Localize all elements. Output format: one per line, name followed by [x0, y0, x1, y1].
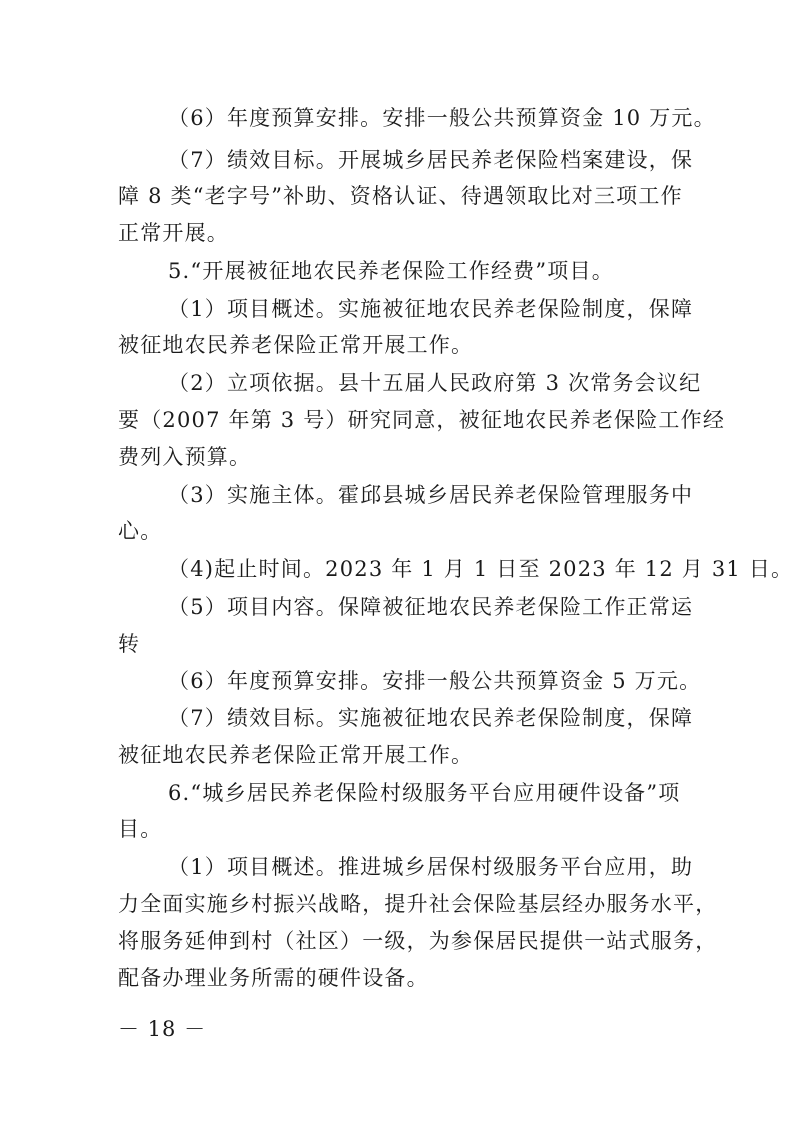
text-line: 6.“城乡居民养老保险村级服务平台应用硬件设备”项	[168, 781, 681, 805]
text-line: 要（2007 年第 3 号）研究同意，被征地农民养老保险工作经	[118, 408, 726, 432]
text-line: 心。	[118, 519, 163, 543]
text-line: （7）绩效目标。实施被征地农民养老保险制度，保障	[168, 706, 694, 730]
text-line: （6）年度预算安排。安排一般公共预算资金 10 万元。	[168, 106, 716, 130]
text-line: 力全面实施乡村振兴战略，提升社会保险基层经办服务水平，	[118, 892, 718, 916]
text-line: 5.“开展被征地农民养老保险工作经费”项目。	[168, 259, 614, 283]
text-line: （5）项目内容。保障被征地农民养老保险工作正常运	[168, 595, 694, 619]
text-line: 被征地农民养老保险正常开展工作。	[118, 743, 474, 767]
text-line: （3）实施主体。霍邱县城乡居民养老保险管理服务中	[168, 483, 694, 507]
text-line: （2）立项依据。县十五届人民政府第 3 次常务会议纪	[168, 371, 702, 395]
text-line: 费列入预算。	[118, 445, 252, 469]
text-line: 转	[118, 632, 141, 656]
text-line: 配备办理业务所需的硬件设备。	[118, 966, 429, 990]
text-line: 目。	[118, 817, 163, 841]
text-line: 将服务延伸到村（社区）一级，为参保居民提供一站式服务，	[118, 929, 718, 953]
text-line: 正常开展。	[118, 221, 229, 245]
text-line: 障 8 类“老字号”补助、资格认证、待遇领取比对三项工作	[118, 184, 683, 208]
page-number: － 18 －	[118, 1017, 207, 1041]
text-line: （1）项目概述。实施被征地农民养老保险制度，保障	[168, 297, 694, 321]
text-line: （6）年度预算安排。安排一般公共预算资金 5 万元。	[168, 669, 702, 693]
text-line: 被征地农民养老保险正常开展工作。	[118, 333, 474, 357]
text-line: （1）项目概述。推进城乡居保村级服务平台应用，助	[168, 855, 694, 879]
text-line: （7）绩效目标。开展城乡居民养老保险档案建设，保	[168, 148, 694, 172]
text-line: （4)起止时间。2023 年 1 月 1 日至 2023 年 12 月 31 日。	[168, 557, 793, 581]
